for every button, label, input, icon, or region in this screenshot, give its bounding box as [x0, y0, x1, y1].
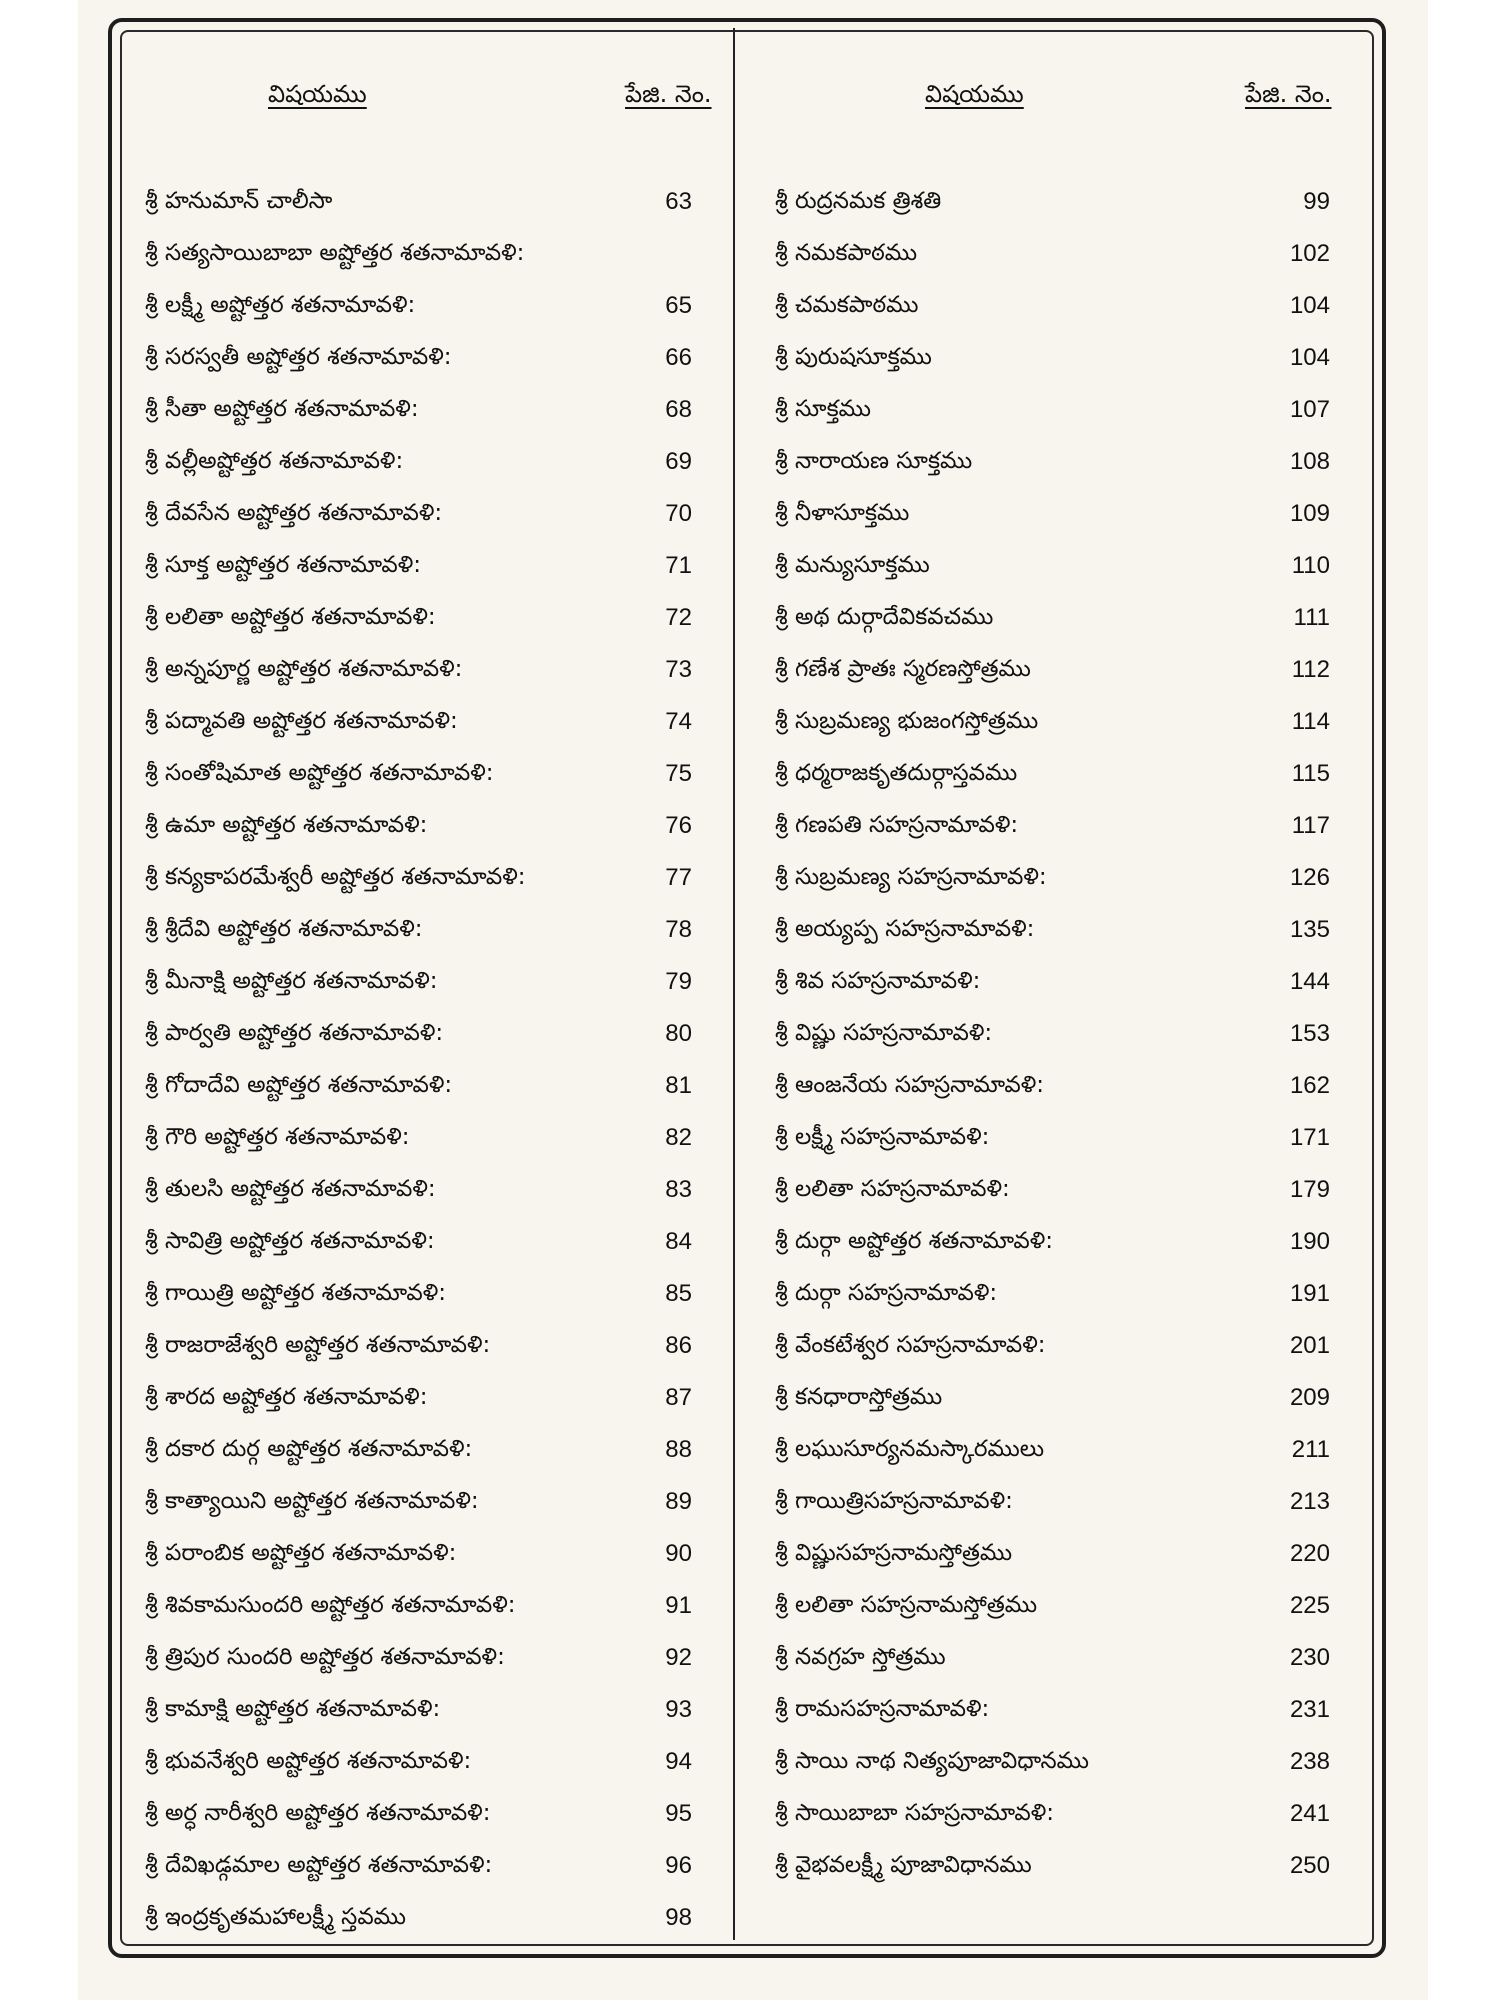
entry-title: శ్రీ కాత్యాయిని అష్టోత్తర శతనామావళి: — [145, 1488, 479, 1514]
contents-entry — [735, 1842, 1385, 1894]
entry-page-number: 85 — [665, 1280, 692, 1307]
right-contents-list — [735, 178, 1385, 1894]
entry-page-number: 238 — [1289, 1748, 1330, 1775]
entry-title: శ్రీ శారద అష్టోత్తర శతనామావళి: — [145, 1384, 428, 1410]
entry-title: శ్రీ నీళాసూక్తము — [775, 500, 910, 526]
contents-entry — [0, 334, 735, 386]
entry-title: శ్రీ అథ దుర్గాదేవికవచము — [775, 604, 994, 630]
contents-entry — [735, 1426, 1385, 1478]
entry-page-number: 231 — [1289, 1696, 1330, 1723]
contents-entry — [735, 1530, 1385, 1582]
contents-entry — [735, 802, 1385, 854]
entry-page-number: 111 — [1293, 604, 1330, 631]
entry-page-number: 153 — [1289, 1020, 1330, 1047]
entry-page-number: 126 — [1289, 864, 1330, 891]
entry-page-number: 92 — [665, 1644, 692, 1671]
entry-title: శ్రీ ఉమా అష్టోత్తర శతనామావళి: — [145, 812, 428, 838]
entry-page-number: 99 — [1303, 188, 1330, 215]
entry-page-number: 109 — [1289, 500, 1330, 527]
entry-page-number: 114 — [1291, 708, 1330, 735]
entry-title: శ్రీ పద్మావతి అష్టోత్తర శతనామావళి: — [145, 708, 458, 734]
entry-title: శ్రీ శ్రీదేవి అష్టోత్తర శతనామావళి: — [145, 916, 423, 942]
entry-page-number: 96 — [665, 1852, 692, 1879]
entry-title: శ్రీ వైభవలక్ష్మీ పూజావిధానము — [775, 1852, 1032, 1878]
contents-entry — [735, 1062, 1385, 1114]
entry-title: శ్రీ భువనేశ్వరి అష్టోత్తర శతనామావళి: — [145, 1748, 472, 1774]
contents-entry — [735, 178, 1385, 230]
entry-page-number: 179 — [1289, 1176, 1330, 1203]
entry-page-number: 104 — [1289, 344, 1330, 371]
contents-entry — [0, 1634, 735, 1686]
entry-page-number: 190 — [1289, 1228, 1330, 1255]
contents-entry — [0, 646, 735, 698]
entry-page-number: 72 — [665, 604, 692, 631]
entry-page-number: 95 — [665, 1800, 692, 1827]
entry-page-number: 230 — [1289, 1644, 1330, 1671]
entry-page-number: 213 — [1289, 1488, 1330, 1515]
entry-page-number: 81 — [665, 1072, 692, 1099]
contents-entry — [735, 1010, 1385, 1062]
contents-entry — [0, 282, 735, 334]
entry-title: శ్రీ గణేశ ప్రాతః స్మరణస్తోత్రము — [775, 656, 1031, 682]
contents-entry — [0, 1270, 735, 1322]
entry-title: శ్రీ మన్యుసూక్తము — [775, 552, 930, 578]
entry-title: శ్రీ కన్యకాపరమేశ్వరీ అష్టోత్తర శతనామావళి: — [145, 864, 526, 890]
contents-entry — [735, 906, 1385, 958]
entry-title: శ్రీ వేంకటేశ్వర సహస్రనామావళి: — [775, 1332, 1046, 1358]
entry-title: శ్రీ గాయిత్రిసహస్రనామావళి: — [775, 1488, 1013, 1514]
contents-entry — [0, 1582, 735, 1634]
contents-entry — [735, 1738, 1385, 1790]
entry-title: శ్రీ రామసహస్రనామావళి: — [775, 1696, 990, 1722]
entry-page-number: 91 — [665, 1592, 692, 1619]
entry-page-number: 104 — [1289, 292, 1330, 319]
entry-title: శ్రీ దకార దుర్గ అష్టోత్తర శతనామావళి: — [145, 1436, 473, 1462]
entry-title: శ్రీ సూక్త అష్టోత్తర శతనామావళి: — [145, 552, 421, 578]
contents-entry — [735, 750, 1385, 802]
entry-title: శ్రీ సంతోషిమాత అష్టోత్తర శతనామావళి: — [145, 760, 494, 786]
entry-page-number: 83 — [665, 1176, 692, 1203]
entry-title: శ్రీ పురుషసూక్తము — [775, 344, 932, 370]
entry-title: శ్రీ గాయిత్రి అష్టోత్తర శతనామావళి: — [145, 1280, 447, 1306]
right-topic-header: విషయము — [925, 80, 1024, 108]
entry-page-number: 71 — [665, 552, 692, 579]
contents-entry — [735, 1634, 1385, 1686]
entry-title: శ్రీ దుర్గా అష్టోత్తర శతనామావళి: — [775, 1228, 1054, 1254]
entry-page-number: 209 — [1289, 1384, 1330, 1411]
contents-entry — [735, 1322, 1385, 1374]
contents-entry — [0, 1166, 735, 1218]
entry-title: శ్రీ లఘుసూర్యనమస్కారములు — [775, 1436, 1045, 1462]
contents-entry — [735, 1582, 1385, 1634]
entry-title: శ్రీ లలితా అష్టోత్తర శతనామావళి: — [145, 604, 436, 630]
contents-entry — [735, 594, 1385, 646]
entry-title: శ్రీ రుద్రనమక త్రిశతి — [775, 188, 942, 214]
entry-title: శ్రీ ఆంజనేయ సహస్రనామావళి: — [775, 1072, 1044, 1098]
entry-page-number: 171 — [1289, 1124, 1330, 1151]
contents-entry — [0, 490, 735, 542]
entry-page-number: 78 — [665, 916, 692, 943]
entry-title: శ్రీ లలితా సహస్రనామస్తోత్రము — [775, 1592, 1038, 1618]
entry-title: శ్రీ హనుమాన్ చాలీసా — [145, 188, 333, 214]
contents-entry — [735, 1270, 1385, 1322]
entry-page-number: 88 — [665, 1436, 692, 1463]
entry-page-number: 250 — [1289, 1852, 1330, 1879]
contents-entry — [0, 230, 735, 282]
entry-page-number: 94 — [665, 1748, 692, 1775]
contents-entry — [735, 1114, 1385, 1166]
entry-title: శ్రీ సాయి నాథ నిత్యపూజావిధానము — [775, 1748, 1089, 1774]
contents-entry — [0, 906, 735, 958]
contents-entry — [735, 230, 1385, 282]
contents-entry — [735, 1686, 1385, 1738]
entry-title: శ్రీ కనధారాస్తోత్రము — [775, 1384, 943, 1410]
entry-page-number: 89 — [665, 1488, 692, 1515]
entry-title: శ్రీ ఇంద్రకృతమహాలక్ష్మీ స్తవము — [145, 1904, 406, 1930]
contents-entry — [0, 1530, 735, 1582]
entry-title: శ్రీ లక్ష్మీ సహస్రనామావళి: — [775, 1124, 990, 1150]
entry-title: శ్రీ నమకపాఠము — [775, 240, 918, 266]
contents-entry — [0, 1322, 735, 1374]
contents-entry — [735, 334, 1385, 386]
entry-page-number: 110 — [1291, 552, 1330, 579]
entry-page-number: 65 — [665, 292, 692, 319]
entry-title: శ్రీ సరస్వతీ అష్టోత్తర శతనామావళి: — [145, 344, 452, 370]
entry-title: శ్రీ అయ్యప్ప సహస్రనామావళి: — [775, 916, 1035, 942]
entry-page-number: 102 — [1289, 240, 1330, 267]
entry-page-number: 90 — [665, 1540, 692, 1567]
entry-page-number: 68 — [665, 396, 692, 423]
entry-page-number: 73 — [665, 656, 692, 683]
contents-entry — [0, 1062, 735, 1114]
contents-entry — [0, 1426, 735, 1478]
entry-title: శ్రీ సుబ్రమణ్య సహస్రనామావళి: — [775, 864, 1047, 890]
contents-entry — [0, 1114, 735, 1166]
entry-page-number: 112 — [1291, 656, 1330, 683]
entry-title: శ్రీ త్రిపుర సుందరి అష్టోత్తర శతనామావళి: — [145, 1644, 505, 1670]
entry-title: శ్రీ అర్ధ నారీశ్వరి అష్టోత్తర శతనామావళి: — [145, 1800, 491, 1826]
entry-page-number: 201 — [1289, 1332, 1330, 1359]
entry-page-number: 74 — [665, 708, 692, 735]
contents-entry — [0, 1738, 735, 1790]
entry-title: శ్రీ గోదాదేవి అష్టోత్తర శతనామావళి: — [145, 1072, 453, 1098]
left-column — [0, 0, 735, 2000]
contents-entry — [0, 1374, 735, 1426]
entry-title: శ్రీ పరాంబిక అష్టోత్తర శతనామావళి: — [145, 1540, 457, 1566]
entry-title: శ్రీ గౌరి అష్టోత్తర శతనామావళి: — [145, 1124, 410, 1150]
entry-page-number: 98 — [665, 1904, 692, 1931]
entry-page-number: 135 — [1289, 916, 1330, 943]
entry-title: శ్రీ దుర్గా సహస్రనామావళి: — [775, 1280, 998, 1306]
entry-title: శ్రీ నారాయణ సూక్తము — [775, 448, 973, 474]
entry-title: శ్రీ ధర్మరాజకృతదుర్గాస్తవము — [775, 760, 1018, 786]
contents-entry — [0, 958, 735, 1010]
entry-page-number: 93 — [665, 1696, 692, 1723]
entry-page-number: 225 — [1289, 1592, 1330, 1619]
contents-entry — [735, 542, 1385, 594]
entry-title: శ్రీ సత్యసాయిబాబా అష్టోత్తర శతనామావళి: — [145, 240, 525, 266]
contents-entry — [735, 1218, 1385, 1270]
contents-entry — [0, 542, 735, 594]
contents-entry — [0, 854, 735, 906]
entry-title: శ్రీ శివకామసుందరి అష్టోత్తర శతనామావళి: — [145, 1592, 516, 1618]
entry-title: శ్రీ దేవసేన అష్టోత్తర శతనామావళి: — [145, 500, 443, 526]
contents-entry — [735, 1790, 1385, 1842]
contents-entry — [735, 386, 1385, 438]
contents-entry — [0, 1686, 735, 1738]
entry-title: శ్రీ లలితా సహస్రనామావళి: — [775, 1176, 1010, 1202]
contents-entry — [735, 490, 1385, 542]
contents-entry — [0, 1478, 735, 1530]
entry-page-number: 87 — [665, 1384, 692, 1411]
contents-entry — [0, 698, 735, 750]
entry-page-number: 220 — [1289, 1540, 1330, 1567]
entry-page-number: 144 — [1289, 968, 1330, 995]
entry-page-number: 82 — [665, 1124, 692, 1151]
contents-entry — [0, 386, 735, 438]
contents-entry — [735, 1374, 1385, 1426]
contents-entry — [735, 1166, 1385, 1218]
entry-page-number: 117 — [1291, 812, 1330, 839]
entry-page-number: 84 — [665, 1228, 692, 1255]
contents-entry — [0, 1842, 735, 1894]
entry-page-number: 162 — [1289, 1072, 1330, 1099]
contents-entry — [0, 1894, 735, 1946]
entry-page-number: 70 — [665, 500, 692, 527]
entry-title: శ్రీ శివ సహస్రనామావళి: — [775, 968, 981, 994]
entry-title: శ్రీ అన్నపూర్ణ అష్టోత్తర శతనామావళి: — [145, 656, 463, 682]
entry-page-number: 63 — [665, 188, 692, 215]
entry-page-number: 76 — [665, 812, 692, 839]
entry-title: శ్రీ కామాక్షి అష్టోత్తర శతనామావళి: — [145, 1696, 441, 1722]
right-column — [735, 0, 1385, 2000]
entry-title: శ్రీ సూక్తము — [775, 396, 871, 422]
contents-entry — [735, 646, 1385, 698]
left-page-header: పేజి. నెం. — [625, 80, 712, 108]
entry-title: శ్రీ లక్ష్మీ అష్టోత్తర శతనామావళి: — [145, 292, 416, 318]
entry-page-number: 211 — [1291, 1436, 1330, 1463]
entry-page-number: 107 — [1289, 396, 1330, 423]
entry-page-number: 77 — [665, 864, 692, 891]
contents-entry — [0, 1010, 735, 1062]
entry-title: శ్రీ గణపతి సహస్రనామావళి: — [775, 812, 1019, 838]
entry-title: శ్రీ సావిత్రి అష్టోత్తర శతనామావళి: — [145, 1228, 435, 1254]
entry-title: శ్రీ విష్ణు సహస్రనామావళి: — [775, 1020, 993, 1046]
contents-entry — [0, 1790, 735, 1842]
contents-entry — [0, 750, 735, 802]
entry-page-number: 69 — [665, 448, 692, 475]
entry-title: శ్రీ సాయిబాబా సహస్రనామావళి: — [775, 1800, 1055, 1826]
contents-entry — [0, 1218, 735, 1270]
right-page-header: పేజి. నెం. — [1245, 80, 1332, 108]
contents-entry — [0, 438, 735, 490]
entry-title: శ్రీ తులసి అష్టోత్తర శతనామావళి: — [145, 1176, 436, 1202]
contents-entry — [0, 178, 735, 230]
left-topic-header: విషయము — [268, 80, 367, 108]
entry-page-number: 108 — [1289, 448, 1330, 475]
contents-entry — [0, 802, 735, 854]
left-contents-list — [0, 178, 735, 1946]
entry-title: శ్రీ నవగ్రహ స్తోత్రము — [775, 1644, 946, 1670]
entry-title: శ్రీ చమకపాఠము — [775, 292, 919, 318]
contents-entry — [735, 854, 1385, 906]
entry-page-number: 86 — [665, 1332, 692, 1359]
contents-entry — [735, 282, 1385, 334]
contents-entry — [0, 594, 735, 646]
entry-page-number: 115 — [1291, 760, 1330, 787]
contents-entry — [735, 1478, 1385, 1530]
entry-page-number: 191 — [1289, 1280, 1330, 1307]
entry-title: శ్రీ దేవిఖడ్గమాల అష్టోత్తర శతనామావళి: — [145, 1852, 493, 1878]
entry-page-number: 80 — [665, 1020, 692, 1047]
entry-page-number: 241 — [1289, 1800, 1330, 1827]
contents-entry — [735, 698, 1385, 750]
entry-title: శ్రీ సీతా అష్టోత్తర శతనామావళి: — [145, 396, 419, 422]
entry-title: శ్రీ వల్లీఅష్టోత్తర శతనామావళి: — [145, 448, 404, 474]
entry-title: శ్రీ పార్వతి అష్టోత్తర శతనామావళి: — [145, 1020, 444, 1046]
entry-title: శ్రీ రాజరాజేశ్వరి అష్టోత్తర శతనామావళి: — [145, 1332, 491, 1358]
entry-title: శ్రీ మీనాక్షి అష్టోత్తర శతనామావళి: — [145, 968, 438, 994]
entry-page-number: 75 — [665, 760, 692, 787]
contents-entry — [735, 438, 1385, 490]
entry-title: శ్రీ విష్ణుసహస్రనామస్తోత్రము — [775, 1540, 1013, 1566]
entry-title: శ్రీ సుబ్రమణ్య భుజంగస్తోత్రము — [775, 708, 1039, 734]
entry-page-number: 79 — [665, 968, 692, 995]
contents-entry — [735, 958, 1385, 1010]
entry-page-number: 66 — [665, 344, 692, 371]
